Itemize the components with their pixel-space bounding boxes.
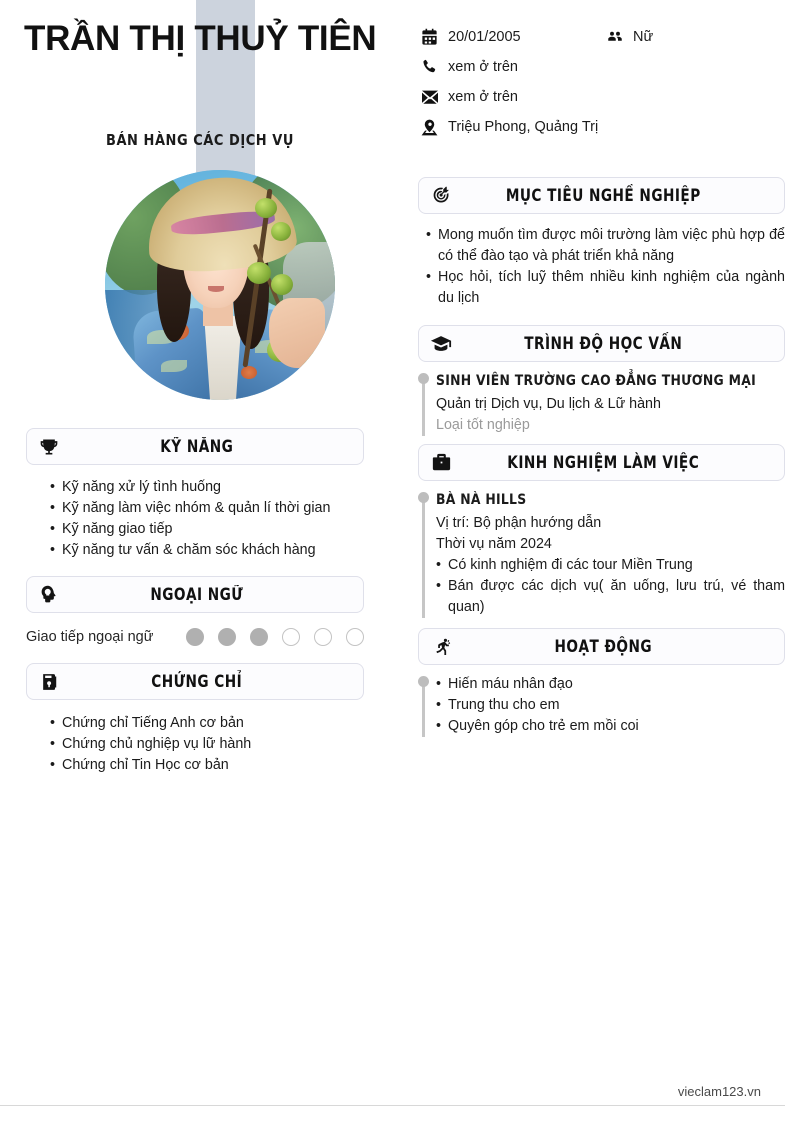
section-title-language: NGOẠI NGỮ — [150, 585, 244, 604]
experience-position: Vị trí: Bộ phận hướng dẫn — [436, 515, 602, 531]
list-item: • Bán được các dịch vụ( ăn uống, lưu trú, vé tham quan) — [436, 576, 785, 618]
certificate-icon — [27, 672, 71, 692]
section-skills — [26, 428, 364, 561]
language-rating-dots — [186, 628, 364, 646]
phone-icon — [420, 58, 448, 76]
experience-entry — [418, 490, 785, 618]
experience-list — [436, 555, 785, 618]
list-item: • Có kinh nghiệm đi các tour Miền Trung — [436, 555, 785, 576]
list-item: • Kỹ năng giao tiếp — [50, 519, 364, 540]
running-person-icon — [419, 636, 463, 657]
calendar-icon — [420, 28, 448, 47]
graduation-cap-icon — [419, 334, 463, 353]
rating-dot-1[interactable] — [186, 628, 204, 646]
experience-period: Thời vụ năm 2024 — [436, 536, 552, 552]
rating-dot-5[interactable] — [314, 628, 332, 646]
contact-phone-value[interactable]: xem ở trên — [448, 59, 518, 75]
list-item: • Trung thu cho em — [436, 695, 785, 716]
rating-dot-2[interactable] — [218, 628, 236, 646]
section-certificates — [26, 663, 364, 776]
language-label: Giao tiếp ngoại ngữ — [26, 629, 154, 645]
head-idea-icon — [27, 584, 71, 605]
list-item: • Quyên góp cho trẻ em mồi coi — [436, 716, 785, 737]
location-pin-icon — [420, 118, 448, 137]
target-icon — [419, 185, 463, 206]
section-activities — [418, 628, 785, 737]
contact-address — [420, 112, 785, 142]
section-title-education: TRÌNH ĐỘ HỌC VẤN — [524, 334, 683, 353]
section-header-language — [26, 576, 364, 613]
section-education — [418, 325, 785, 436]
section-header-objective — [418, 177, 785, 214]
section-header-education — [418, 325, 785, 362]
education-major: Quản trị Dịch vụ, Du lịch & Lữ hành — [436, 396, 661, 412]
section-title-experience: KINH NGHIỆM LÀM VIỆC — [507, 453, 700, 472]
section-experience — [418, 444, 785, 618]
objective-list — [426, 225, 785, 309]
skills-list — [50, 477, 364, 561]
experience-company: BÀ NÀ HILLS — [436, 492, 527, 508]
contact-gender-value: Nữ — [633, 29, 654, 45]
list-item: • Kỹ năng tư vấn & chăm sóc khách hàng — [50, 540, 364, 561]
candidate-name: TRẦN THỊ THUỶ TIÊN — [24, 19, 377, 58]
trophy-icon — [27, 437, 71, 457]
section-title-activities: HOẠT ĐỘNG — [554, 637, 653, 656]
gender-people-icon — [605, 28, 633, 46]
activities-entry — [418, 674, 785, 737]
list-item: • Mong muốn tìm được môi trường làm việc phù hợp để có thể đào tạo và phát triển khả năng — [426, 225, 785, 267]
education-entry — [418, 371, 785, 436]
section-header-experience — [418, 444, 785, 481]
list-item: • Chứng chủ nghiệp vụ lữ hành — [50, 734, 364, 755]
contact-phone — [420, 52, 785, 82]
candidate-job-title: BÁN HÀNG CÁC DỊCH VỤ — [106, 131, 294, 149]
rating-dot-3[interactable] — [250, 628, 268, 646]
footer-divider — [0, 1105, 785, 1106]
list-item: • Chứng chỉ Tin Học cơ bản — [50, 755, 364, 776]
contact-email — [420, 82, 785, 112]
footer-site[interactable]: vieclam123.vn — [677, 1084, 761, 1099]
section-objective — [418, 177, 785, 309]
section-header-certificates — [26, 663, 364, 700]
contact-birthday — [420, 22, 605, 52]
contact-email-value[interactable]: xem ở trên — [448, 89, 518, 105]
section-title-skills: KỸ NĂNG — [160, 437, 234, 456]
education-school: SINH VIÊN TRƯỜNG CAO ĐẲNG THƯƠNG MẠI — [436, 373, 756, 389]
section-header-activities — [418, 628, 785, 665]
contact-gender — [605, 22, 653, 52]
list-item: • Kỹ năng làm việc nhóm & quản lí thời gian — [50, 498, 364, 519]
certificates-list — [50, 713, 364, 776]
envelope-icon — [420, 89, 448, 105]
rating-dot-4[interactable] — [282, 628, 300, 646]
list-item: • Kỹ năng xử lý tình huống — [50, 477, 364, 498]
activities-list — [436, 674, 785, 737]
briefcase-icon — [419, 453, 463, 472]
section-title-objective: MỤC TIÊU NGHỀ NGHIỆP — [505, 186, 701, 205]
contact-row-birthday-gender — [420, 22, 785, 52]
section-title-certificates: CHỨNG CHỈ — [151, 672, 243, 691]
avatar — [105, 170, 335, 400]
list-item: • Chứng chỉ Tiếng Anh cơ bản — [50, 713, 364, 734]
list-item: • Học hỏi, tích luỹ thêm nhiều kinh nghiệm của ngành du lịch — [426, 267, 785, 309]
section-header-skills — [26, 428, 364, 465]
section-language — [26, 576, 364, 646]
language-rating-row — [26, 628, 364, 646]
contact-block — [420, 22, 785, 142]
rating-dot-6[interactable] — [346, 628, 364, 646]
list-item: • Hiến máu nhân đạo — [436, 674, 785, 695]
right-column — [410, 0, 785, 1123]
education-graduation-placeholder: Loại tốt nghiệp — [436, 417, 530, 433]
contact-birthday-value: 20/01/2005 — [448, 29, 521, 45]
contact-address-value: Triệu Phong, Quảng Trị — [448, 119, 599, 135]
